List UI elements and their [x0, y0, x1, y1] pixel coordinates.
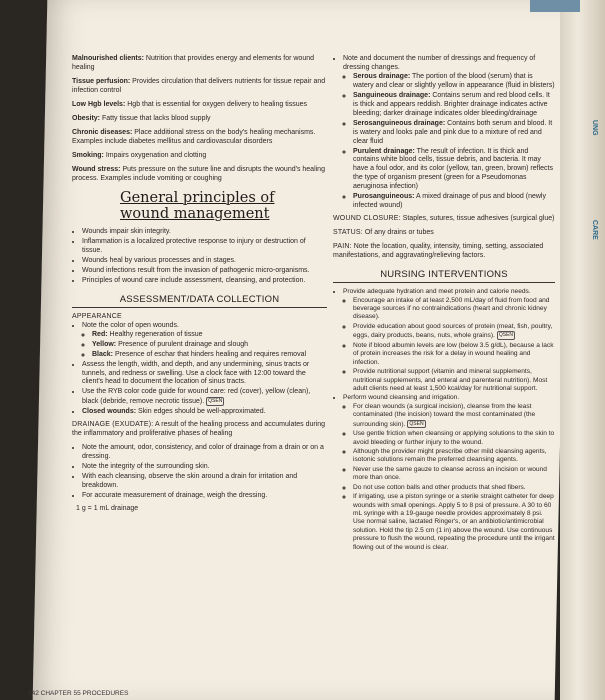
- list-item: • Use the RYB color code guide for wound care: red (cover), yellow (clean), black (debride, remove necrotic tissue). QSEN: [82, 388, 327, 407]
- list-item: • Wound infections result from the invasion of pathogenic micro-organisms.: [82, 267, 327, 276]
- list-item: • Perform wound cleansing and irrigation. ◦ For clean wounds (a surgical incision), cleanse from the least contaminated (the incision) toward the most contaminated (the surrounding skin). QSEN ◦ Use gentle friction when cleansing or applying solutions to the skin to avoid bleeding or further injury to the wound. ◦ Although the provider might prescribe other mild cleansing agents, isotonic solutions remain the preferred cleansing agents. ◦ Never use the same gauze to cleanse across an incision or wound more than once. ◦ Do not use cotton balls and other products that shed fibers. ◦ If irrigating, use a piston syringe or a sterile straight catheter for deep wounds with small openings. Apply 5 to 8 psi of pressure. A 30 to 60 mL syringe with a 19-gauge needle provides approximately 8 psi. Use normal saline, lactated Ringer's, or an antibiotic/antimicrobial solution. Hold the tip 2.5 cm (1 in) above the wound. Use continuous pressure to flush the wound, repeating the procedure until the irrigant flowing out of the wound is clear.: [343, 394, 555, 552]
- irrigation-sublist: [343, 403, 555, 552]
- edge-tab-mark: UNG: [591, 120, 598, 136]
- qsen-badge-icon: QSEN: [409, 420, 424, 427]
- list-item: • Note the color of open wounds. ◦ Red: Healthy regeneration of tissue ◦ Yellow: Presence of purulent drainage and slough ◦ Black: Presence of eschar that hinders healing and requires removal: [82, 322, 327, 360]
- drainage-paragraph: DRAINAGE (EXUDATE): A result of the healing process and accumulates during the inflammatory and proliferative phases of healing: [72, 421, 326, 438]
- drainage-formula: 1 g = 1 mL drainage: [76, 504, 139, 512]
- list-item: ◦ If irrigating, use a piston syringe or a sterile straight catheter for deep wounds with small openings. Apply 5 to 8 psi of pressure. A 30 to 60 mL syringe with a 19-gauge needle provides approximately 8 psi. Use normal saline, lactated Ringer's, or an antibiotic/antimicrobial solution. Hold the tip 2.5 cm (1 in) above the wound. Use continuous pressure to flush the wound, repeating the procedure until the irrigant flowing out of the wound is clear.: [353, 493, 555, 552]
- page-footer: 342 CHAPTER 55 PROCEDURES: [28, 690, 129, 697]
- principles-heading: General principles of wound management: [120, 190, 275, 222]
- list-item: ◦ Black: Presence of eschar that hinders healing and requires removal: [92, 351, 327, 360]
- status-text: STATUS: Of any drains or tubes: [333, 229, 434, 237]
- list-item: ◦ Do not use cotton balls and other products that shed fibers.: [353, 484, 555, 492]
- left-column: [72, 55, 327, 514]
- edge-tab-mark: CARE: [591, 220, 598, 240]
- risk-item: Malnourished clients: Nutrition that provides energy and elements for wound healing: [72, 55, 315, 71]
- appearance-list: [72, 322, 327, 418]
- pain-text: PAIN: Note the location, quality, intensity, timing, setting, associated manifestations, and aggravating/relieving factors.: [333, 243, 544, 260]
- list-item: • Inflammation is a localized protective response to injury or destruction of tissue.: [82, 238, 327, 256]
- list-item: ◦ Although the provider might prescribe other mild cleansing agents, isotonic solutions remain the preferred cleansing agents.: [353, 448, 555, 465]
- list-item: ◦ Purosanguineous: A mixed drainage of pus and blood (newly infected wound): [353, 193, 555, 211]
- list-item: • Note and document the number of dressings and frequency of dressing changes. ◦ Serous drainage: The portion of the blood (serum) that is watery and clear or slightly yellow in appearance (fluid in blisters) ◦ Sanguineous drainage: Contains serum and red blood cells. It is thick and appears reddish. Brighter drainage indicates active bleeding; darker drainage indicates older bleeding/drainage ◦ Serosanguineous drainage: Contains both serum and blood. It is watery and looks pale and pink due to a mixture of red and clear fluid ◦ Purulent drainage: The result of infection. It is thick and contains white blood cells, tissue debris, and bacteria. It may have a foul odor, and its color (yellow, tan, green, brown) reflects the type of organism present (green for a Pseudomonas aeruginosa infection) ◦ Purosanguineous: A mixed drainage of pus and blood (newly infected wound): [343, 55, 555, 211]
- list-item: • Closed wounds: Skin edges should be well-approximated.: [82, 408, 327, 417]
- interventions-list: [333, 288, 555, 552]
- list-item: • Wounds impair skin integrity.: [82, 228, 327, 237]
- wound-closure-text: WOUND CLOSURE: Staples, sutures, tissue adhesives (surgical glue): [333, 215, 555, 223]
- list-item: • Note the amount, odor, consistency, and color of drainage from a drain or on a dressing.: [82, 444, 327, 462]
- page-corner: [530, 0, 580, 12]
- list-item: ◦ Provide education about good sources of protein (meat, fish, poultry, eggs, dairy products, beans, nuts, whole grains). QSEN: [353, 323, 555, 341]
- drainage-type-sublist: [343, 73, 555, 211]
- page-edge: [560, 0, 605, 700]
- wound-color-list: [82, 331, 327, 360]
- list-item: ◦ Serosanguineous drainage: Contains both serum and blood. It is watery and looks pale and pink due to a mixture of red and clear fluid: [353, 120, 555, 147]
- list-item: ◦ Yellow: Presence of purulent drainage and slough: [92, 341, 327, 350]
- list-item: ◦ Never use the same gauze to cleanse across an incision or wound more than once.: [353, 466, 555, 483]
- list-item: ◦ Red: Healthy regeneration of tissue: [92, 331, 327, 340]
- list-item: • For accurate measurement of drainage, weigh the dressing.: [82, 492, 327, 501]
- list-item: ◦ Serous drainage: The portion of the blood (serum) that is watery and clear or slightly yellow in appearance (fluid in blisters): [353, 73, 555, 91]
- risk-item: Obesity: Fatty tissue that lacks blood supply: [72, 114, 211, 122]
- list-item: ◦ Sanguineous drainage: Contains serum and red blood cells. It is thick and appears reddish. Brighter drainage indicates active bleeding; darker drainage indicates older bleeding/drainage: [353, 92, 555, 119]
- risk-item: Wound stress: Puts pressure on the suture line and disrupts the wound's healing process. Examples include vomiting or coughing: [72, 165, 325, 182]
- list-item: • Assess the length, width, and depth, and any undermining, sinus tracts or tunnels, and redness or swelling. Use a clock face with 12:00 toward the client's head to document the location of sinus tracts.: [82, 361, 327, 388]
- drainage-types-list: [333, 55, 555, 211]
- list-item: ◦ Purulent drainage: The result of infection. It is thick and contains white blood cells, tissue debris, and bacteria. It may have a foul odor, and its color (yellow, tan, green, brown) reflects the type of organism present (green for a Pseudomonas aeruginosa infection): [353, 148, 555, 193]
- right-column: [333, 55, 555, 556]
- risk-item: Tissue perfusion: Provides circulation that delivers nutrients for tissue repair and infection control: [72, 77, 326, 94]
- hydration-sublist: [343, 297, 555, 394]
- list-item: • Principles of wound care include assessment, cleansing, and protection.: [82, 277, 327, 286]
- assessment-heading: ASSESSMENT/DATA COLLECTION: [72, 294, 327, 308]
- qsen-badge-icon: QSEN: [208, 398, 223, 405]
- list-item: • Provide adequate hydration and meet protein and calorie needs. ◦ Encourage an intake of at least 2,500 mL/day of fluid from food and beverage sources if no contraindications (heart and chronic kidney disease). ◦ Provide education about good sources of protein (meat, fish, poultry, eggs, dairy products, beans, nuts, whole grains). QSEN ◦ Note if blood albumin levels are low (below 3.5 g/dL), because a lack of protein increases the risk for a delay in wound healing and infection. ◦ Provide nutritional support (vitamin and mineral supplements, nutritional supplements, and enteral and parenteral nutrition). Most adult clients need at least 1,500 kcal/day for nutritional support.: [343, 288, 555, 393]
- risk-item: Low Hgb levels: Hgb that is essential for oxygen delivery to healing tissues: [72, 100, 308, 108]
- principles-list: [72, 228, 327, 286]
- list-item: • With each cleansing, observe the skin around a drain for irritation and breakdown.: [82, 473, 327, 491]
- list-item: ◦ Note if blood albumin levels are low (below 3.5 g/dL), because a lack of protein increases the risk for a delay in wound healing and infection.: [353, 342, 555, 367]
- list-item: ◦ Use gentle friction when cleansing or applying solutions to the skin to avoid bleeding or further injury to the wound.: [353, 430, 555, 447]
- list-item: ◦ Encourage an intake of at least 2,500 mL/day of fluid from food and beverage sources if no contraindications (heart and chronic kidney disease).: [353, 297, 555, 322]
- list-item: • Note the integrity of the surrounding skin.: [82, 463, 327, 472]
- risk-item: Smoking: Impairs oxygenation and clotting: [72, 151, 207, 159]
- list-item: ◦ For clean wounds (a surgical incision), cleanse from the least contaminated (the incision) toward the most contaminated (the surrounding skin). QSEN: [353, 403, 555, 429]
- drainage-list: [72, 444, 327, 501]
- qsen-badge-icon: QSEN: [498, 332, 514, 339]
- risk-factors-list: [72, 55, 327, 183]
- interventions-heading: NURSING INTERVENTIONS: [333, 269, 555, 283]
- list-item: • Wounds heal by various processes and in stages.: [82, 257, 327, 266]
- appearance-label: APPEARANCE: [72, 312, 122, 320]
- risk-item: Chronic diseases: Place additional stress on the body's healing mechanisms. Examples include diabetes mellitus and cardiovascular disorders: [72, 128, 316, 145]
- list-item: ◦ Provide nutritional support (vitamin and mineral supplements, nutritional supplements, and enteral and parenteral nutrition). Most adult clients need at least 1,500 kcal/day for nutritional support.: [353, 368, 555, 393]
